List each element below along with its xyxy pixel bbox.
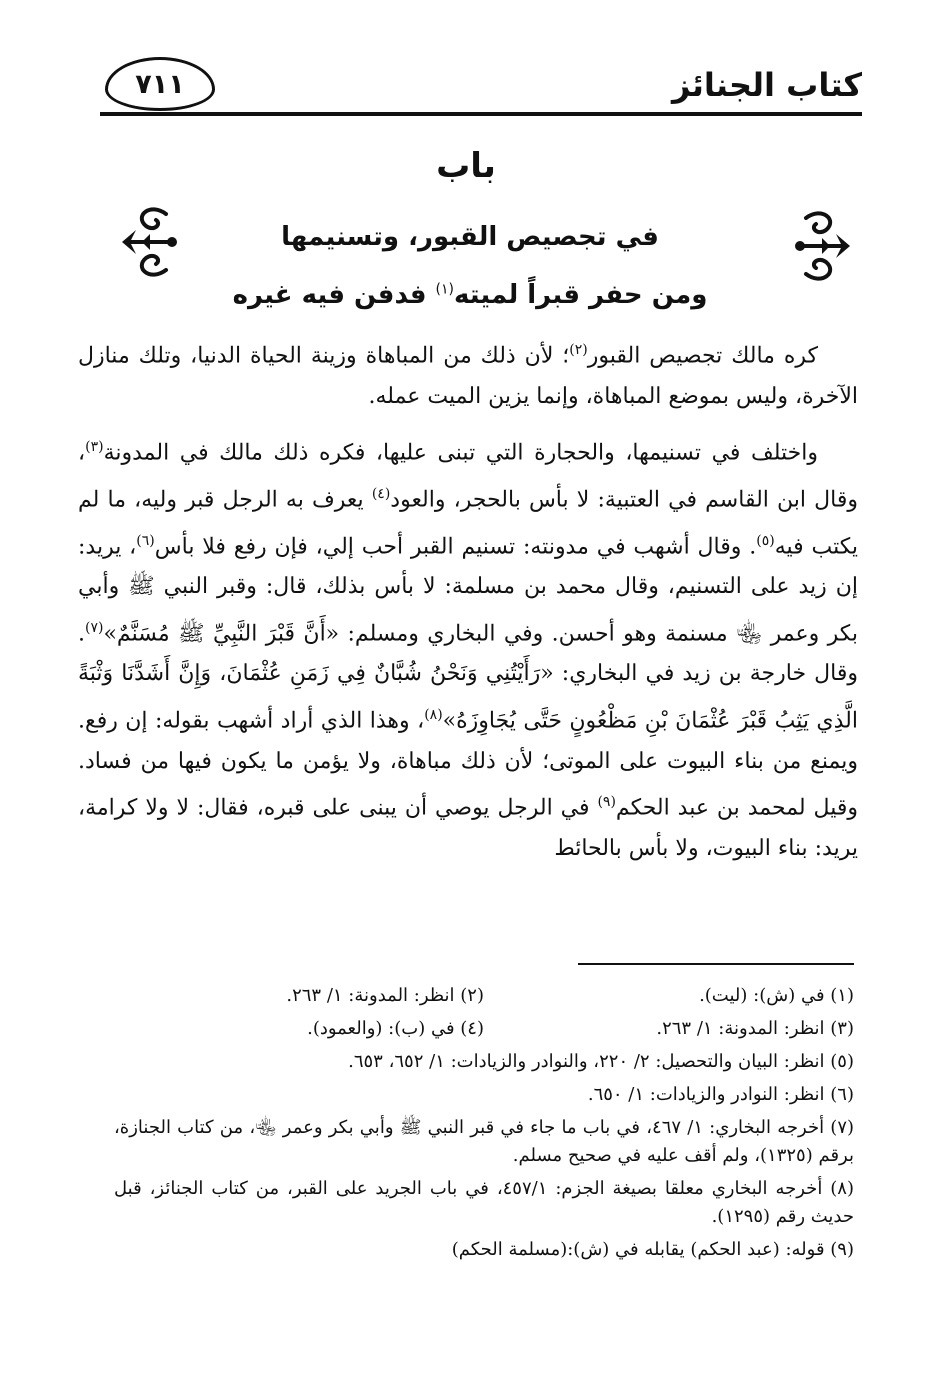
- footnote-ref: (٩): [597, 794, 616, 811]
- text-segment: يعرف به الرجل قبر وليه، ما لم يكتب فيه: [78, 487, 858, 559]
- body-text: [78, 330, 858, 869]
- footnote-ref: (٥): [756, 532, 775, 549]
- footnote-ref: (٨): [424, 706, 443, 723]
- footnote-ref: (٣): [85, 439, 104, 456]
- footnote: (٢) انظر: المدونة: ١/ ٢٦٣.: [286, 985, 484, 1006]
- paragraph: [78, 330, 858, 417]
- footnote-separator: [578, 963, 854, 965]
- footnote: (٧) أخرجه البخاري: ١/ ٤٦٧، في باب ما جاء في قبر النبي ﷺ وأبي بكر وعمر ﵄، من كتاب الجنازة، برقم (١٣٢٥)، ولم أقف عليه في صحيح مسلم.: [114, 1117, 855, 1166]
- footnote-ref: (٢): [569, 342, 588, 358]
- text-segment: . وقال خارجة بن زيد في البخاري: «رَأَيْتُنِي وَنَحْنُ شُبَّانٌ فِي زَمَنِ عُثْمَانَ، وَإِنَّ أَشَدَّنَا وَثْبَةً الَّذِي يَثِبُ قَبْرَ عُثْمَانَ بْنِ مَظْعُونٍ حَتَّى يُجَاوِزَهُ»: [78, 621, 858, 734]
- footnote-ref: (١): [435, 281, 455, 298]
- footnote: (٨) أخرجه البخاري معلقا بصيغة الجزم: ٤٥٧/١، في باب الجريد على القبر، من كتاب الجنائز، قبل حديث رقم (١٢٩٥).: [114, 1178, 854, 1227]
- footnote-ref: (٤): [371, 485, 391, 502]
- footnote-ref: (٦): [136, 532, 155, 549]
- text-segment: كره مالك تجصيص القبور: [587, 343, 818, 369]
- footnote-row: [114, 982, 854, 1010]
- footnote: (٥) انظر: البيان والتحصيل: ٢/ ٢٢٠، والنوادر والزيادات: ١/ ٦٥٢، ٦٥٣.: [348, 1051, 854, 1072]
- heading-text: فدفن فيه غيره: [232, 280, 436, 310]
- footnote-row: [114, 1015, 854, 1043]
- header-rule: [100, 112, 862, 116]
- running-title: كتاب الجنائز: [671, 66, 862, 104]
- chapter-heading-line-2: [180, 280, 760, 310]
- text-segment: ، وقال ابن القاسم في العتبية: لا بأس بالحجر، والعود: [78, 440, 858, 513]
- paragraph: [78, 427, 858, 869]
- chapter-word: باب: [436, 146, 496, 186]
- footnote: (٦) انظر: النوادر والزيادات: ١/ ٦٥٠.: [587, 1084, 854, 1105]
- text-segment: ، وهذا الذي أراد أشهب بقوله: إن رفع. ويمنع من بناء البيوت على الموتى؛ لأن ذلك مباهاة، ولا يؤمن ما يكون فيها من فساد. وقيل لمحمد بن عبد الحكم: [78, 708, 858, 821]
- text-segment: ؛ لأن ذلك من المباهاة وزينة الحياة الدنيا، وتلك منازل الآخرة، وليس بموضع المباهاة، وإنما يزين الميت عمله.: [78, 343, 858, 409]
- floral-ornament-icon: [118, 204, 180, 280]
- text-segment: واختلف في تسنيمها، والحجارة التي تبنى عليها، فكره ذلك مالك في المدونة: [103, 440, 819, 466]
- footnote: (١) في (ش): (ليت).: [699, 985, 854, 1006]
- footnote: (٣) انظر: المدونة: ١/ ٢٦٣.: [656, 1018, 854, 1039]
- footnotes: [114, 982, 854, 1269]
- floral-ornament-icon: [792, 208, 854, 284]
- text-segment: في الرجل يوصي أن يبنى على قبره، فقال: لا ولا كرامة، يريد: بناء البيوت، ولا بأس بالحائط: [78, 795, 858, 861]
- text-segment: ، يريد: إن زيد على التسنيم، وقال محمد بن مسلمة: لا بأس بذلك، قال: وقبر النبي ﷺ وأبي بكر وعمر ﵄ مسنمة وهو أحسن. وفي البخاري ومسلم: «أَنَّ قَبْرَ النَّبِيِّ ﷺ مُسَنَّمٌ»: [78, 533, 858, 647]
- footnote: (٤) في (ب): (والعمود).: [307, 1018, 484, 1039]
- heading-text: ومن حفر قبراً لميته: [454, 280, 708, 310]
- page-number: ٧١١: [105, 57, 215, 111]
- footnote-ref: (٧): [85, 619, 104, 636]
- footnote: (٩) قوله: (عبد الحكم) يقابله في (ش):(مسلمة الحكم): [451, 1239, 854, 1260]
- text-segment: . وقال أشهب في مدونته: تسنيم القبر أحب إلي، فإن رفع فلا بأس: [154, 533, 757, 559]
- chapter-heading-line-1: في تجصيص القبور، وتسنيمها: [281, 222, 659, 252]
